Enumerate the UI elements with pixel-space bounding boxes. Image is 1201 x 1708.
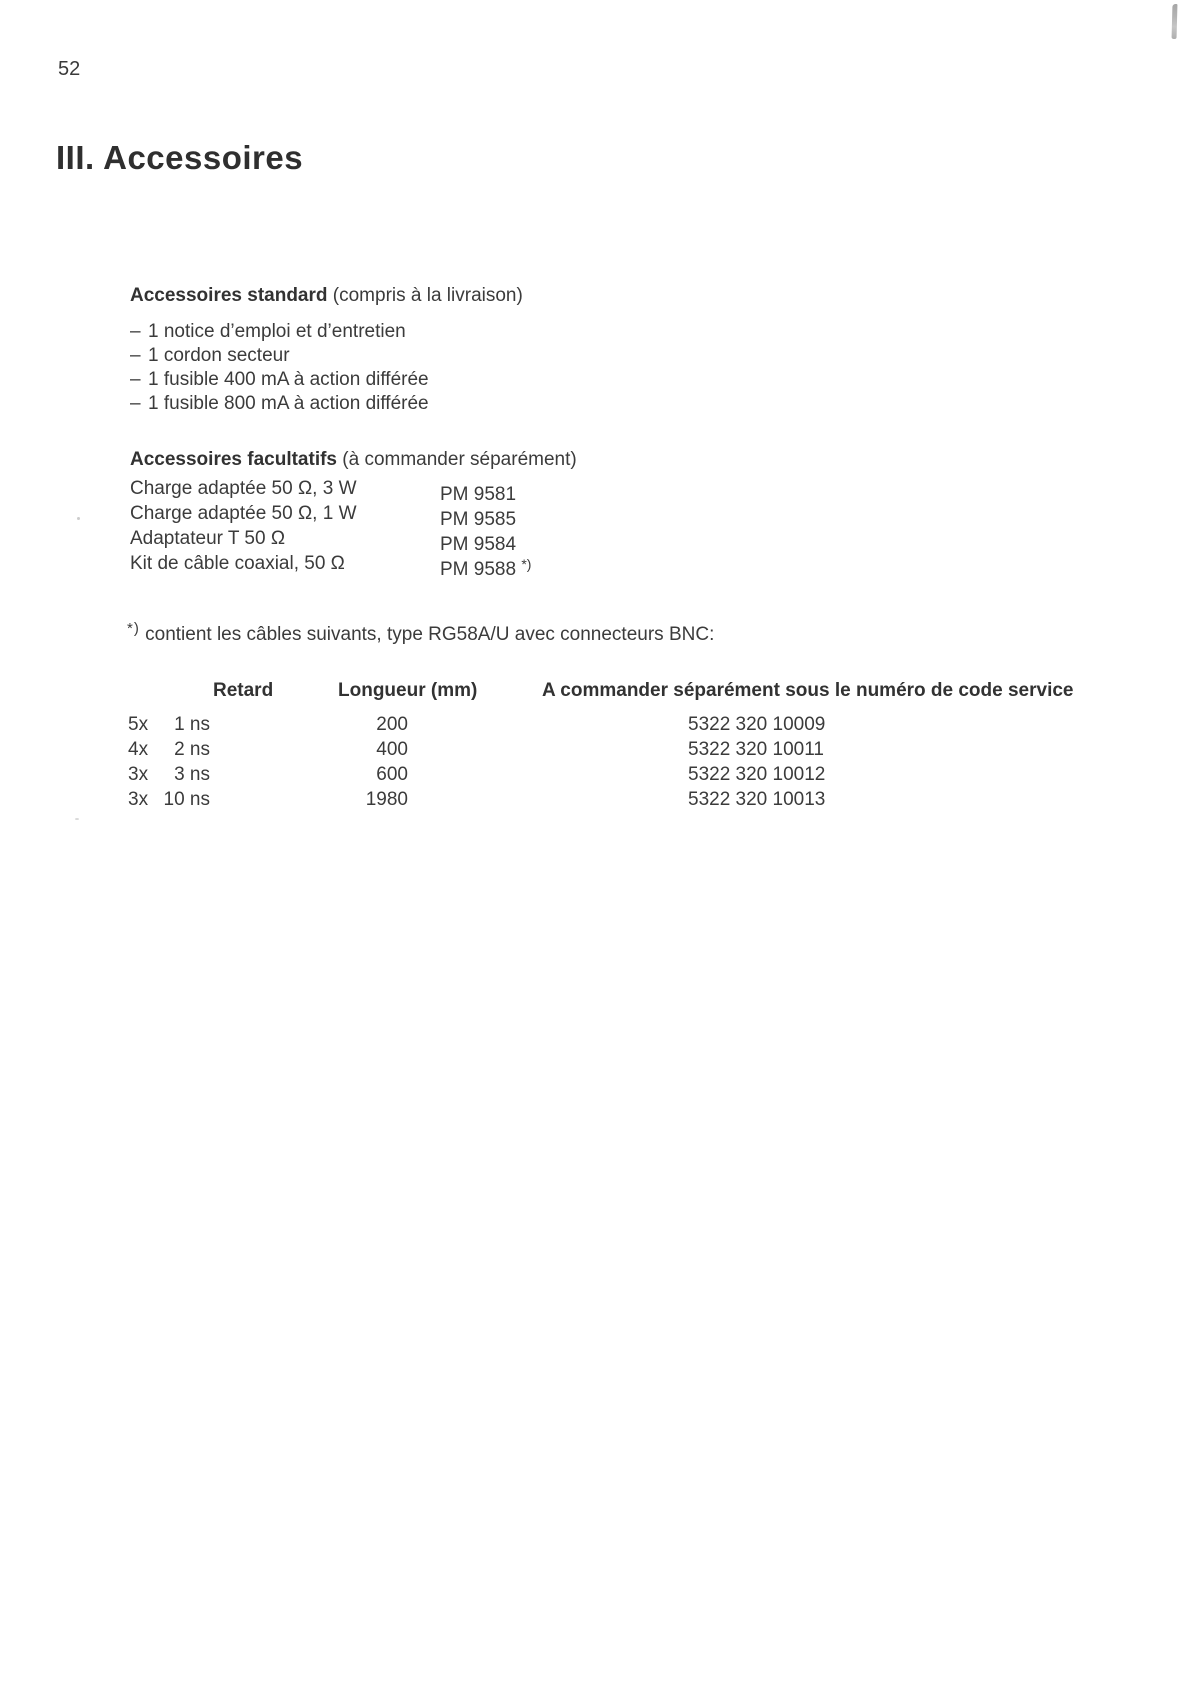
cell-service-code: 5322 320 10011: [688, 739, 824, 760]
cell-service-code: 5322 320 10012: [688, 764, 826, 785]
footnote-text: contient les câbles suivants, type RG58A/U avec connecteurs BNC:: [145, 624, 715, 645]
section-heading-standard-bold: Accessoires standard: [130, 285, 328, 306]
dash-bullet: –: [130, 321, 141, 342]
cell-longueur: 400: [376, 739, 408, 760]
list-item: [130, 502, 630, 530]
dash-bullet: –: [130, 369, 141, 390]
page-number: 52: [58, 58, 81, 80]
column-header-longueur: Longueur (mm): [338, 680, 478, 701]
footnote: [127, 617, 714, 647]
section-heading-facultatifs-bold: Accessoires facultatifs: [130, 449, 337, 470]
column-header-retard: Retard: [213, 680, 274, 701]
list-item-text: 1 fusible 400 mA à action différée: [148, 369, 429, 390]
section-heading-standard-rest: (compris à la livraison): [332, 285, 523, 306]
scan-artifact-streak: [1172, 4, 1178, 39]
page-title: III. Accessoires: [56, 139, 304, 176]
accessory-name: Charge adaptée 50 Ω, 3 W: [130, 478, 357, 499]
cell-service-code: 5322 320 10013: [688, 789, 826, 810]
section-heading-standard: [130, 284, 523, 308]
table-row: [0, 763, 1201, 788]
scan-artifact-dot: [77, 517, 80, 520]
accessory-code: [440, 552, 531, 582]
footnote-reference: *): [521, 556, 532, 572]
list-item: [130, 344, 429, 368]
cell-service-code: 5322 320 10009: [688, 714, 826, 735]
list-item-text: 1 cordon secteur: [148, 345, 290, 366]
accessory-code-text: PM 9585: [440, 509, 517, 530]
dash-bullet: –: [130, 393, 141, 414]
cell-quantity: 5x: [128, 714, 149, 735]
list-item-text: 1 notice d’emploi et d’entretien: [148, 321, 406, 342]
section-heading-facultatifs-rest: (à commander séparément): [342, 449, 577, 470]
scan-artifact-dot: [75, 818, 79, 820]
accessory-code-text: PM 9581: [440, 484, 517, 505]
cell-retard: 10 ns: [163, 789, 210, 810]
accessory-code-text: PM 9588: [440, 559, 517, 580]
cell-longueur: 600: [376, 764, 408, 785]
table-row: [0, 788, 1201, 813]
accessory-name: Kit de câble coaxial, 50 Ω: [130, 553, 345, 574]
accessory-name: Charge adaptée 50 Ω, 1 W: [130, 503, 357, 524]
list-item: [130, 368, 429, 392]
table-row: [0, 738, 1201, 763]
list-item: [130, 527, 630, 555]
cell-retard: 3 ns: [174, 764, 210, 785]
dash-bullet: –: [130, 345, 141, 366]
list-item: [130, 392, 429, 416]
column-header-code: A commander séparément sous le numéro de code service: [542, 680, 1074, 701]
cell-quantity: 3x: [128, 789, 149, 810]
footnote-marker: *): [127, 620, 140, 637]
optional-accessories-list: [130, 477, 630, 580]
cell-quantity: 4x: [128, 739, 149, 760]
table-row: [0, 713, 1201, 738]
section-heading-facultatifs: [130, 448, 577, 472]
cell-retard: 1 ns: [174, 714, 210, 735]
cell-longueur: 1980: [365, 789, 408, 810]
list-item-text: 1 fusible 800 mA à action différée: [148, 393, 429, 414]
list-item: [130, 320, 429, 344]
accessory-code-text: PM 9584: [440, 534, 517, 555]
cell-quantity: 3x: [128, 764, 149, 785]
cell-longueur: 200: [376, 714, 408, 735]
list-item: [130, 552, 630, 580]
list-item: [130, 477, 630, 505]
standard-items-list: [130, 320, 429, 416]
cell-retard: 2 ns: [174, 739, 210, 760]
accessory-name: Adaptateur T 50 Ω: [130, 528, 286, 549]
